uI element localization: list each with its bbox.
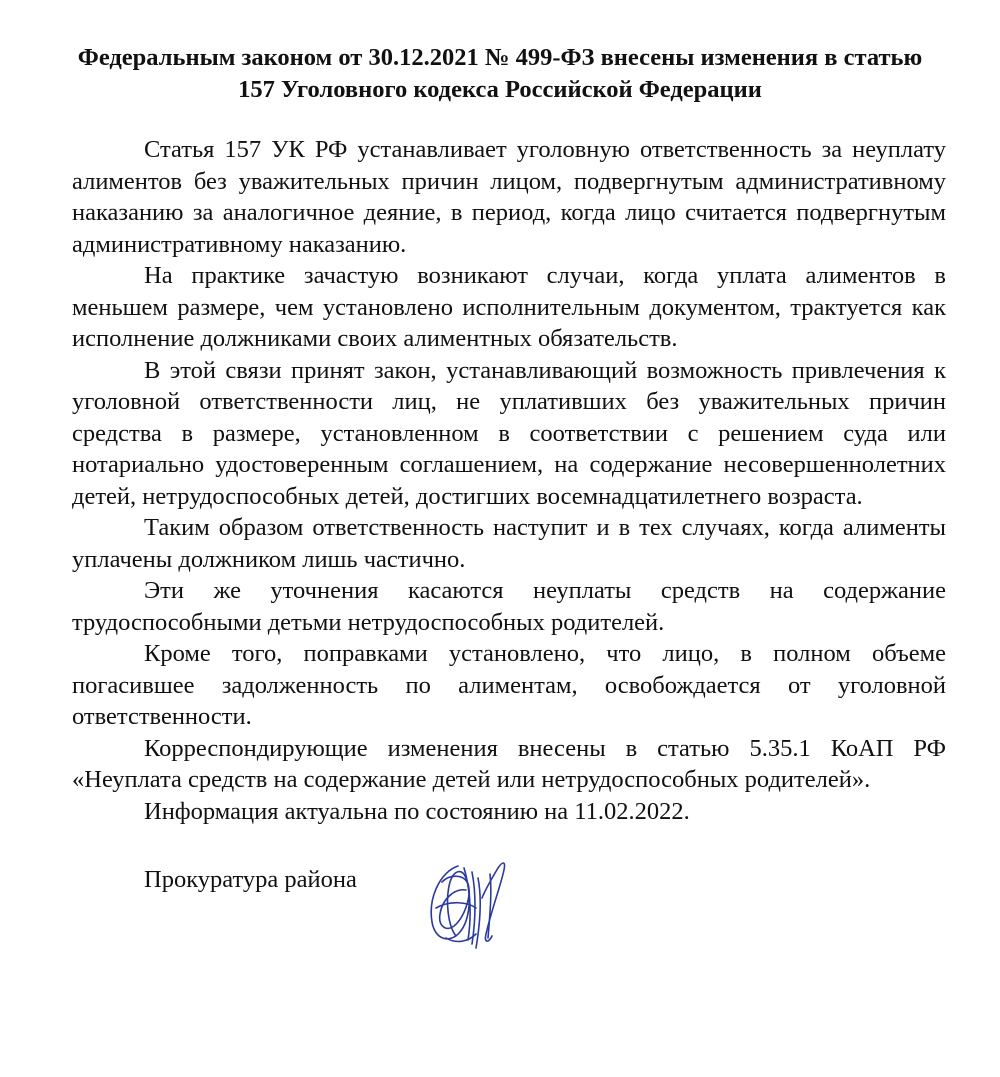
paragraph-7: Корреспондирующие изменения внесены в статью 5.35.1 КоАП РФ «Неуплата средств на содержание детей или нетрудоспособных родителей». bbox=[72, 734, 946, 793]
document-body bbox=[72, 134, 946, 827]
paragraph-6: Кроме того, поправками установлено, что лицо, в полном объеме погасившее задолженность по алиментам, освобождается от уголовной ответственности. bbox=[72, 640, 946, 730]
document-title: Федеральным законом от 30.12.2021 № 499-ФЗ внесены изменения в статью 157 Уголовного кодекса Российской Федерации bbox=[77, 44, 923, 103]
signature-block bbox=[72, 860, 946, 970]
signatory-name: Прокуратура района bbox=[144, 866, 357, 893]
paragraph-5: Эти же уточнения касаются неуплаты средств на содержание трудоспособными детьми нетрудоспособных родителей. bbox=[72, 577, 946, 636]
handwritten-signature-icon bbox=[420, 848, 520, 958]
paragraph-1: Статья 157 УК РФ устанавливает уголовную ответственность за неуплату алиментов без уважительных причин лицом, подвергнутым административному наказанию за аналогичное деяние, в период, когда лицо считается подвергнутым административному наказанию. bbox=[72, 136, 946, 258]
paragraph-4: Таким образом ответственность наступит и в тех случаях, когда алименты уплачены должником лишь частично. bbox=[72, 514, 946, 573]
paragraph-8: Информация актуальна по состоянию на 11.02.2022. bbox=[144, 797, 690, 825]
paragraph-3: В этой связи принят закон, устанавливающий возможность привлечения к уголовной ответственности лиц, не уплативших без уважительных причин средства в размере, установленном в соответствии с решением суда или нотариально удостоверенным соглашением, на содержание несовершеннолетних детей, нетрудоспособных детей, достигших восемнадцатилетнего возраста. bbox=[72, 356, 946, 510]
paragraph-2: На практике зачастую возникают случаи, когда уплата алиментов в меньшем размере, чем установлено исполнительным документом, трактуется как исполнение должниками своих алиментных обязательств. bbox=[72, 262, 946, 352]
